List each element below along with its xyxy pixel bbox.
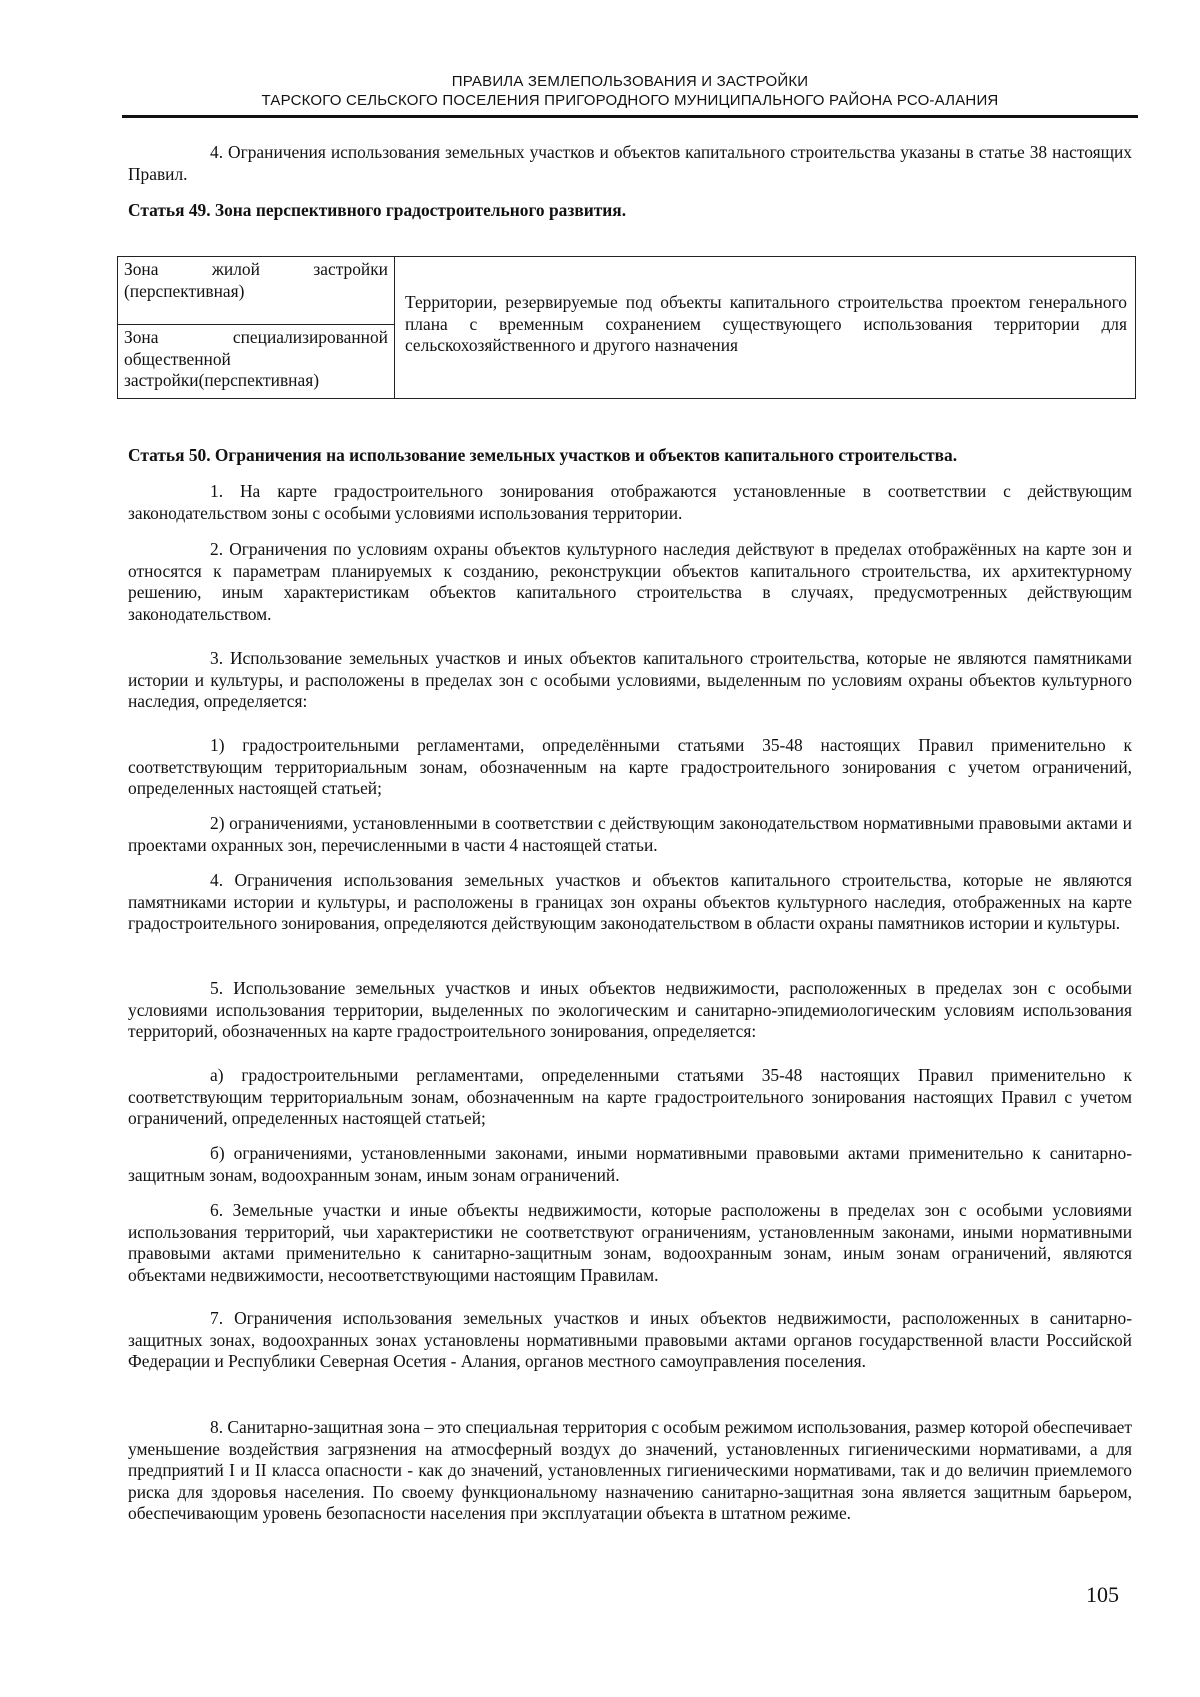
- article-50-paragraph: 4. Ограничения использования земельных участков и объектов капитального строительства, которые не являются памятниками истории и культуры, и расположены в границах зон охраны объектов культурного наследия, отображенных на карте градостроительного зонирования, определяются действующим законодательством в области охраны памятников истории и культуры.: [128, 870, 1132, 934]
- header-divider: [122, 115, 1138, 118]
- article-50-paragraph: а) градостроительными регламентами, определенными статьями 35-48 настоящих Правил применительно к соответствующим территориальным зонам, обозначенным на карте градостроительного зонирования настоящих Правил с учетом ограничений, определенных настоящей статьей;: [128, 1065, 1132, 1129]
- article-50-paragraph: 2. Ограничения по условиям охраны объектов культурного наследия действуют в пределах отображённых на карте зон и относятся к параметрам планируемых к созданию, реконструкции объектов капитального строительства, их архитектурному решению, иным характеристикам объектов капитального строительства в случаях, предусмотренных действующим законодательством.: [128, 539, 1132, 624]
- article-50-paragraph: б) ограничениями, установленными законами, иными нормативными правовыми актами применительно к санитарно-защитным зонам, водоохранным зонам, иным зонам ограничений.: [128, 1143, 1132, 1185]
- article-50-paragraph: 8. Санитарно-защитная зона – это специальная территория с особым режимом использования, размер которой обеспечивает уменьшение воздействия загрязнения на атмосферный воздух до значений, установленных гигиеническими нормативами, а для предприятий I и II класса опасности - как до значений, установленных гигиеническими нормативами, так и до величин приемлемого риска для здоровья населения. По своему функциональному назначению санитарно-защитная зона является защитным барьером, обеспечивающим уровень безопасности населения при эксплуатации объекта в штатном режиме.: [128, 1417, 1132, 1524]
- article-50-paragraph: 7. Ограничения использования земельных участков и иных объектов недвижимости, расположенных в санитарно-защитных зонах, водоохранных зонах установлены нормативными правовыми актами органов государственной власти Российской Федерации и Республики Северная Осетия - Алания, органов местного самоуправления поселения.: [128, 1308, 1132, 1372]
- header-line-2: ТАРСКОГО СЕЛЬСКОГО ПОСЕЛЕНИЯ ПРИГОРОДНОГО МУНИЦИПАЛЬНОГО РАЙОНА РСО-АЛАНИЯ: [261, 92, 999, 109]
- article-50-paragraph: 3. Использование земельных участков и иных объектов капитального строительства, которые не являются памятниками истории и культуры, и расположены в пределах зон с особыми условиями, выделенным по условиям охраны объектов культурного наследия, определяется:: [128, 648, 1132, 712]
- article-50-paragraph: 6. Земельные участки и иные объекты недвижимости, которые расположены в пределах зон с особыми условиями использования территорий, чьи характеристики не соответствуют ограничениям, установленным законами, иными нормативными правовыми актами применительно к санитарно-защитным зонам, водоохранным зонам, иным зонам ограничений, являются объектами недвижимости, несоответствующими настоящим Правилам.: [128, 1200, 1132, 1285]
- article-50-heading: Статья 50. Ограничения на использование земельных участков и объектов капитального строительства.: [128, 445, 958, 465]
- zone-description-cell: Территории, резервируемые под объекты капитального строительства проектом генерального плана с временным сохранением существующего использования территории для сельскохозяйственного и другого назначения: [395, 257, 1136, 399]
- page-number: 105: [1086, 1582, 1119, 1607]
- zone-table: [117, 256, 1136, 399]
- zone-name-cell: Зона специализированной общественной застройки(перспективная): [118, 324, 395, 398]
- table-row: [118, 257, 1136, 325]
- intro-paragraph: 4. Ограничения использования земельных участков и объектов капитального строительства указаны в статье 38 настоящих Правил.: [128, 142, 1132, 184]
- document-header: [122, 72, 1138, 110]
- zone-name-cell: Зона жилой застройки (перспективная): [118, 257, 395, 325]
- article-50-paragraph: 5. Использование земельных участков и иных объектов недвижимости, расположенных в пределах зон с особыми условиями использования территории, выделенных по экологическим и санитарно-эпидемиологическим условиям использования территорий, обозначенных на карте градостроительного зонирования, определяется:: [128, 978, 1132, 1042]
- article-49-heading: Статья 49. Зона перспективного градостроительного развития.: [128, 200, 627, 220]
- header-line-1: ПРАВИЛА ЗЕМЛЕПОЛЬЗОВАНИЯ И ЗАСТРОЙКИ: [451, 73, 809, 90]
- article-50-paragraph: 2) ограничениями, установленными в соответствии с действующим законодательством нормативными правовыми актами и проектами охранных зон, перечисленными в части 4 настоящей статьи.: [128, 813, 1132, 855]
- article-50-paragraph: 1. На карте градостроительного зонирования отображаются установленные в соответствии с действующим законодательством зоны с особыми условиями использования территории.: [128, 481, 1132, 523]
- article-50-paragraph: 1) градостроительными регламентами, определёнными статьями 35-48 настоящих Правил применительно к соответствующим территориальным зонам, обозначенным на карте градостроительного зонирования с учетом ограничений, определенных настоящей статьей;: [128, 735, 1132, 799]
